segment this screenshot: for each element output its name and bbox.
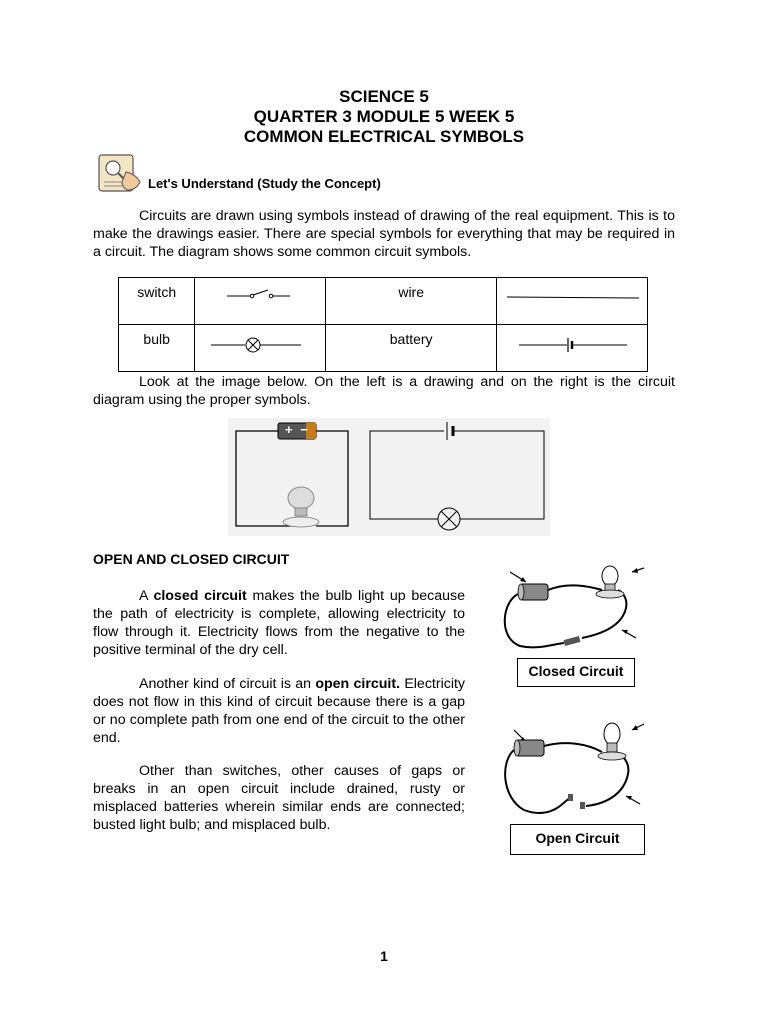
table-row [119, 278, 648, 325]
table-row [119, 325, 648, 372]
table-cell-battery-label: battery [326, 325, 497, 372]
table-cell-switch-label: switch [119, 278, 195, 325]
circuit-comparison-figure [228, 418, 550, 536]
doc-title-line1: SCIENCE 5 [339, 87, 429, 106]
bulb-symbol-icon [195, 325, 326, 372]
closed-circuit-caption: Closed Circuit [517, 658, 635, 687]
section-heading-open-closed: OPEN AND CLOSED CIRCUIT [93, 551, 290, 567]
table-cell-wire-label: wire [326, 278, 497, 325]
intro-paragraph: Circuits are drawn using symbols instead of drawing of the real equipment. This is to make the drawings easier. There are special symbols for everything that may be required in a circuit. The diagram shows some common circuit symbols. [93, 208, 675, 260]
closed-circuit-term: closed circuit [153, 588, 247, 604]
open-circuit-term: open circuit. [315, 676, 401, 692]
gaps-paragraph: Other than switches, other causes of gaps or breaks in an open circuit include drained, rusty or misplaced batteries wherein similar ends are connected; busted light bulb; and misplaced bulb. [93, 763, 465, 833]
battery-terminal-marks: + − [285, 422, 310, 437]
open-circuit-paragraph: Another kind of circuit is an open circuit. Electricity does not flow in this kind of circuit because there is a gap or no complete path from one end of the circuit to the other end. [93, 676, 466, 746]
battery-symbol-icon [497, 325, 648, 372]
closed-circuit-illustration [498, 558, 648, 658]
table-cell-bulb-label: bulb [119, 325, 195, 372]
study-hand-icon [96, 152, 144, 196]
open-circuit-illustration [500, 718, 650, 822]
closed-circuit-paragraph: A closed circuit makes the bulb light up because the path of electricity is complete, allowing electricity to flow through it. Electricity flows from the negative to the positive terminal of the dry cell. [93, 588, 466, 658]
wire-symbol-icon [497, 278, 648, 325]
look-paragraph: Look at the image below. On the left is a drawing and on the right is the circuit diagram using the proper symbols. [93, 374, 675, 408]
switch-symbol-icon [195, 278, 326, 325]
page-number: 1 [380, 948, 388, 964]
section-title: Let's Understand (Study the Concept) [148, 176, 381, 191]
symbols-table [118, 277, 648, 372]
open-circuit-caption: Open Circuit [510, 824, 645, 855]
doc-title-line3: COMMON ELECTRICAL SYMBOLS [243, 127, 525, 146]
doc-title-line2: QUARTER 3 MODULE 5 WEEK 5 [253, 107, 515, 126]
